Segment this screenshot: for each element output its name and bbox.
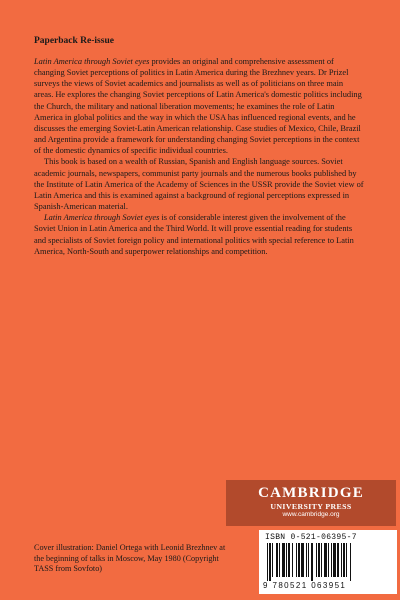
blurb-paragraph-1 [34,56,364,156]
reissue-label: Paperback Re-issue [34,36,114,46]
publisher-subtitle: UNIVERSITY PRESS [270,502,352,511]
isbn-text: ISBN 0-521-06395-7 [265,533,357,542]
book-title-italic: Latin America through Soviet eyes [34,57,150,66]
publisher-url: www.cambridge.org [282,511,340,518]
barcode-digits: 9 780521 063951 [263,581,347,590]
blurb-paragraph-3-text: is of considerable interest given the involvement of the Soviet Union in Latin America and the Third World. It will prove essential reading for students and specialists of Soviet foreign policy and international politics with special reference to Latin America, North-South and superpower relationships and competition. [34,213,354,256]
blurb-text [34,56,364,257]
publisher-logo-box [226,480,396,526]
blurb-paragraph-3 [34,212,364,257]
blurb-paragraph-2: This book is based on a wealth of Russian, Spanish and English language sources. Soviet academic journals, newspapers, communist party journals and the numerous books published by the Institute of Latin America of the Academy of Sciences in the USSR provide the Soviet view of Latin America and this is examined against a background of regional perceptions expressed in Spanish-American material. [34,157,364,212]
cover-illustration-caption: Cover illustration: Daniel Ortega with Leonid Brezhnev at the beginning of talks in Moscow, May 1980 (Copyright TASS from Sovfoto) [34,543,226,574]
book-title-italic: Latin America through Soviet eyes [44,213,160,223]
publisher-name: CAMBRIDGE [258,485,364,501]
barcode-panel [259,530,397,594]
blurb-paragraph-1-text: provides an original and comprehensive assessment of changing Soviet perceptions of politics in Latin America during the Brezhnev years. Dr Prizel surveys the views of Soviet academics and journalists as well as of politicians on three main areas. He explores the changing Soviet perceptions of Latin America's domestic politics including the Church, the military and national liberation movements; he examines the role of Latin America in global politics and the way in which the USA has influenced regional events, and he discusses the emerging Soviet-Latin American relationship. Case studies of Mexico, Chile, Brazil and Argentina provide a framework for understanding changing Soviet perceptions in the context of the domestic dynamics of specific individual countries. [34,57,362,156]
barcode-icon [265,543,391,581]
